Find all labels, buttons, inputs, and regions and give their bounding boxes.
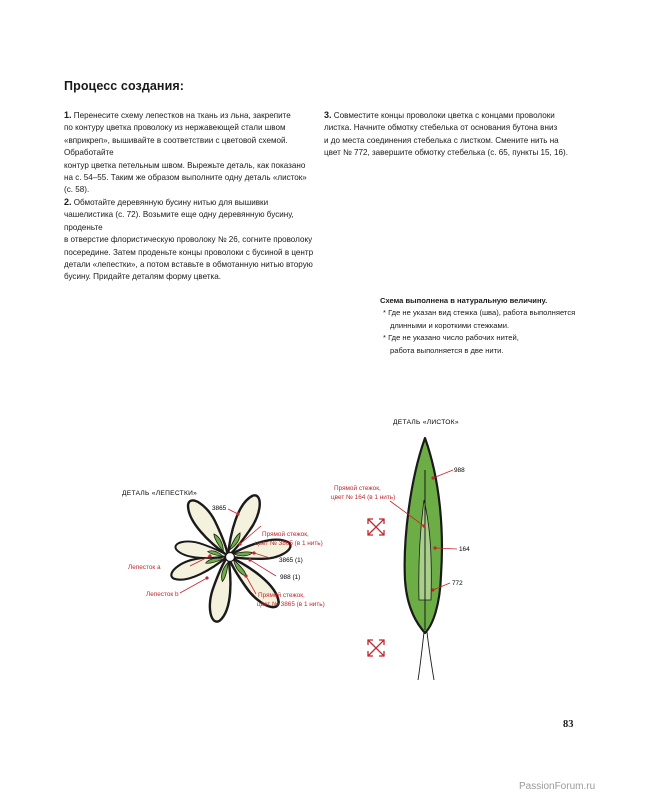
label-164: 164 (459, 546, 470, 553)
label-leaf-stitch-b: цвет № 164 (в 1 нить) (331, 494, 396, 501)
label-stitch-2a: Прямой стежок, (258, 592, 305, 599)
scheme-note-line: * Где не указан вид стежка (шва), работа выполняется (383, 308, 576, 318)
label-stitch-1b: цвет № 3865 (в 1 нить) (255, 540, 323, 547)
step-text: Перенесите схему лепестков на ткань из льна, закрепите по контуру цветка проволоку из нержавеющей стали швом «вприкреп», вышивайте в соответствии с цветовой схемой. Обработайте контур цветка петельным швом. Вырежьте деталь, как показано на с. 54–55. Таким же образом выполните одну деталь «листок» (с. 58). (64, 111, 307, 195)
page-title: Процесс создания: (64, 79, 185, 93)
label-stitch-1a: Прямой стежок, (262, 531, 309, 538)
leaf-caption: ДЕТАЛЬ «ЛИСТОК» (393, 419, 459, 426)
label-772: 772 (452, 580, 463, 587)
step-number: 1. (64, 110, 72, 120)
label-petal-a: Лепесток a (128, 564, 161, 571)
label-988: 988 (454, 467, 465, 474)
step-text: Обмотайте деревянную бусину нитью для вышивки чашелистика (с. 72). Возьмите еще одну деревянную бусину, проденьте в отверстие флористическую проволоку № 26, согните проволоку посередине. Затем проденьте концы проволоки с бусиной в центр детали «лепестки», а потом вставьте в обмотанную нитью вторую бусину. Придайте деталям форму цветка. (64, 198, 314, 282)
label-988-1: 988 (1) (280, 574, 301, 581)
scheme-note-line: длинными и короткими стежками. (390, 320, 510, 330)
scheme-note-line: * Где не указано число рабочих нитей, (383, 333, 519, 343)
stretch-arrow-icon (368, 519, 384, 535)
label-3865-top: 3865 (212, 505, 227, 512)
page-number: 83 (563, 719, 574, 730)
watermark: PassionForum.ru (519, 781, 596, 792)
petals-caption: ДЕТАЛЬ «ЛЕПЕСТКИ» (122, 490, 198, 497)
label-leaf-stitch-a: Прямой стежок, (334, 485, 381, 492)
label-stitch-2b: цвет № 3865 (в 1 нить) (257, 601, 325, 608)
scheme-note-title: Схема выполнена в натуральную величину. (380, 296, 548, 305)
label-3865-1: 3865 (1) (279, 557, 303, 564)
scheme-note-line: работа выполняется в две нити. (390, 345, 504, 355)
step-number: 3. (324, 110, 332, 120)
stretch-arrow-icon (368, 640, 384, 656)
step-text: Совместите концы проволоки цветка с концами проволоки листка. Начните обмотку стебелька от основания бутона вниз и до места соединения стебелька с листком. Смените нить на цвет № 772, завершите обмотку стебелька (с. 65, пункты 15, 16). (324, 111, 569, 158)
label-petal-b: Лепесток b (146, 591, 179, 598)
leaf-shape (405, 438, 442, 680)
step-number: 2. (64, 197, 72, 207)
